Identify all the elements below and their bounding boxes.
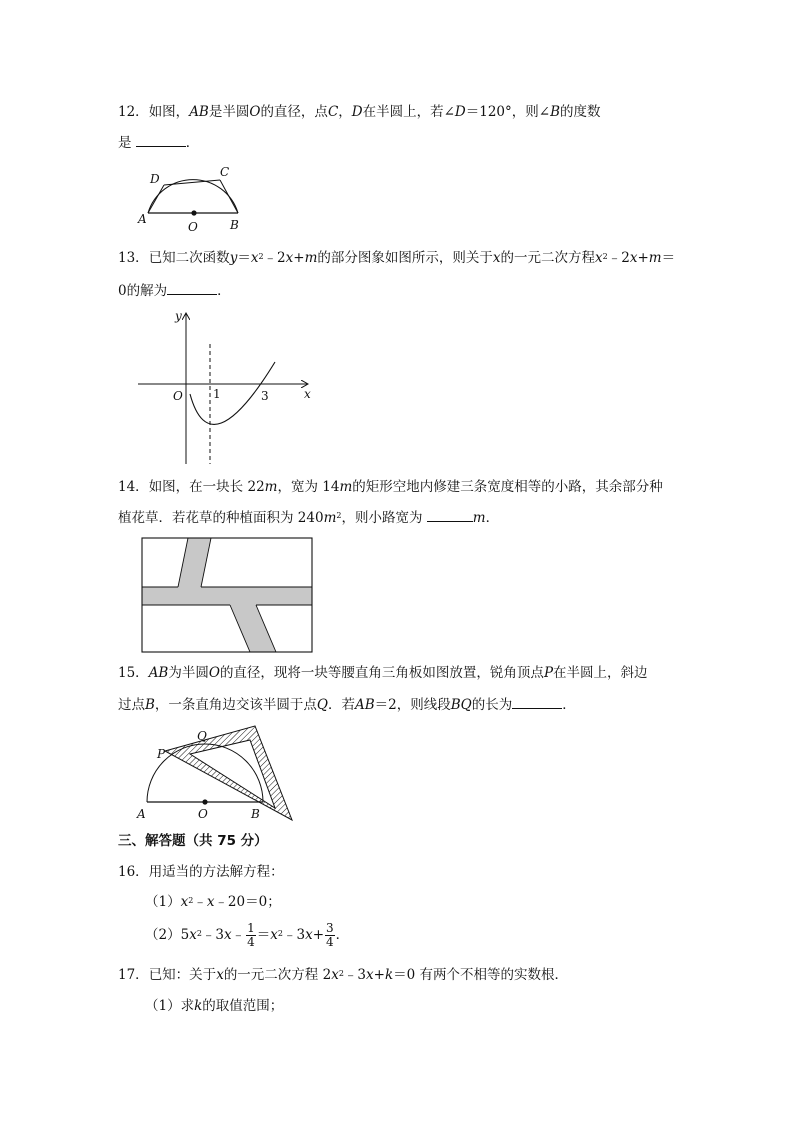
label-o: O <box>198 807 208 821</box>
q13-line1: 13．已知二次函数$y=x^2﹣2x+m$的部分图象如图所示，则关于x的一元二次方程$x^2﹣2x+m=$ <box>118 250 676 266</box>
chord-ad <box>148 185 164 213</box>
q14-figure <box>142 538 314 654</box>
tick-label-3: 3 <box>261 389 269 403</box>
set-square <box>165 726 292 820</box>
label-x: x <box>304 387 311 401</box>
answer-blank[interactable] <box>427 507 473 522</box>
q15-figure <box>135 722 305 824</box>
q13-figure <box>135 308 320 468</box>
fraction: $\frac{1}{4}$ <box>247 921 255 949</box>
q15-line2: 过点B，一条直角边交该半圆于点Q．若AB＝2，则线段BQ的长为 ． <box>118 694 576 715</box>
label-origin: O <box>173 389 183 403</box>
q16-part2: $(2)5x^2﹣3x﹣$ $\frac{1}{4}$ $=x^2﹣3x+$ $\frac{3}{4}$ ． <box>145 921 350 949</box>
label-c: C <box>220 165 230 179</box>
chord-dc <box>164 180 220 185</box>
answer-blank[interactable] <box>512 694 562 709</box>
q13-line2: 0的解为 ． <box>118 280 231 301</box>
q12-figure <box>140 165 250 235</box>
tick-label-1: 1 <box>213 387 221 401</box>
q16-part1: $(1)x^2﹣x﹣20=0$； <box>145 894 281 910</box>
chord-cb <box>220 180 238 213</box>
q17-part1: （1）求k的取值范围； <box>145 998 284 1014</box>
q17-stem: 17．已知：关于x的一元二次方程 $2x^2﹣3x+k=0$ 有两个不相等的实数根． <box>118 967 569 983</box>
label-a: A <box>138 212 147 226</box>
answer-blank[interactable] <box>136 132 186 147</box>
label-p: P <box>157 747 166 761</box>
semicircle-arc <box>148 180 238 213</box>
center-o-dot <box>202 799 207 804</box>
q12-line2: 是 ． <box>118 132 199 153</box>
label-a: A <box>137 807 146 821</box>
question-number: 15． <box>118 665 149 681</box>
question-number: 14． <box>118 479 149 495</box>
q14-line2: 植花草．若花草的种植面积为 $240m^2$，则小路宽为 m． <box>118 507 499 528</box>
q14-line1: 14．如图，在一块长 22m，宽为 14m的矩形空地内修建三条宽度相等的小路，其余部分种 <box>118 479 663 495</box>
center-o-dot <box>191 210 196 215</box>
label-d: D <box>150 172 160 186</box>
label-b: B <box>251 807 260 821</box>
q16-stem: 16．用适当的方法解方程： <box>118 864 284 880</box>
answer-blank[interactable] <box>167 280 217 295</box>
road-lower-slant <box>230 605 276 652</box>
fraction: $\frac{3}{4}$ <box>326 921 334 949</box>
label-o: O <box>188 220 198 234</box>
label-q: Q <box>197 729 207 743</box>
road-horizontal <box>142 587 312 605</box>
label-y: y <box>175 309 182 323</box>
section-heading: 三、解答题（共 75 分） <box>118 833 268 849</box>
question-number: 12． <box>118 104 149 120</box>
question-number: 13． <box>118 250 149 266</box>
label-b: B <box>230 218 239 232</box>
question-number: 16． <box>118 864 149 880</box>
q12-line1: 12．如图，AB是半圆O的直径，点C，D在半圆上，若∠D＝120°，则∠B的度数 <box>118 104 601 120</box>
question-number: 17． <box>118 967 149 983</box>
q15-line1: 15．AB为半圆O的直径，现将一块等腰直角三角板如图放置，锐角顶点P在半圆上，斜边 <box>118 665 648 681</box>
